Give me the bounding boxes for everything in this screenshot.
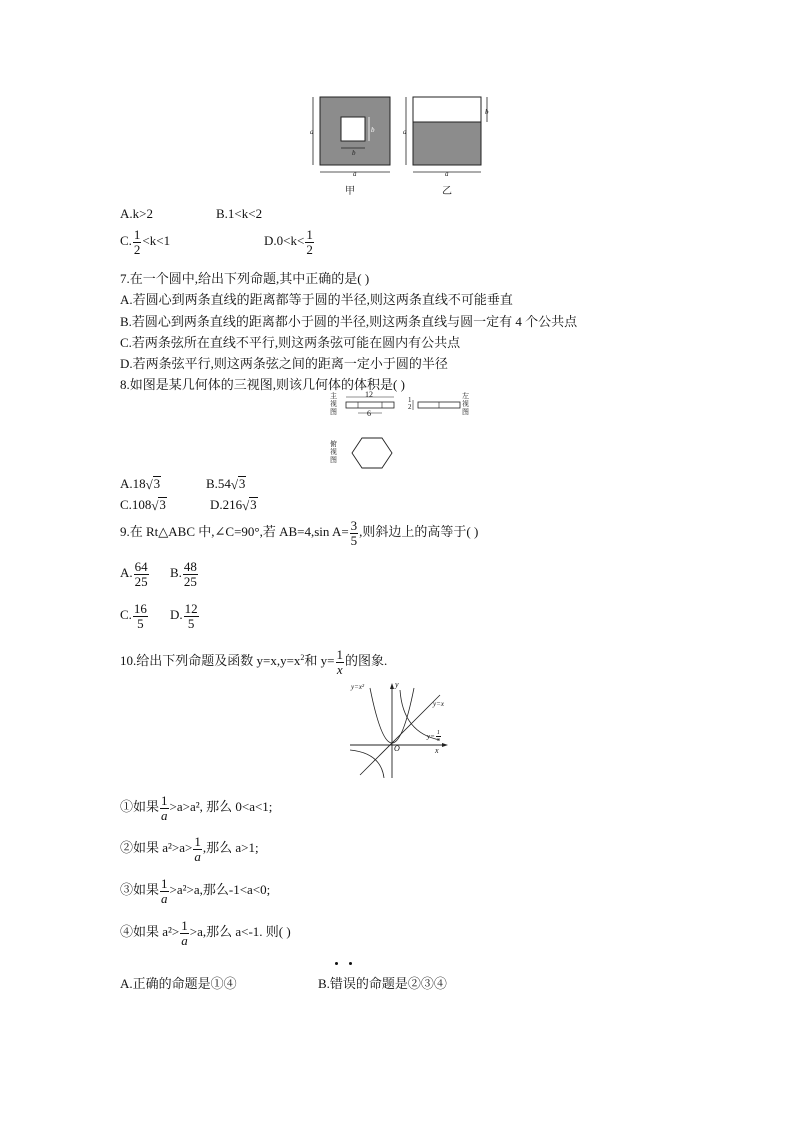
- jia-label: 甲: [345, 186, 355, 197]
- graph-y1x-label: y= $\frac{1}{x}$: [427, 730, 440, 744]
- fraction: $\frac{1}{a}$: [161, 793, 168, 823]
- fraction: $\frac{1}{x}$: [336, 647, 344, 677]
- sqrt: √ 3: [242, 497, 257, 513]
- q7-option-d: D.若两条弦平行,则这两条弦之间的距离一定小于圆的半径: [120, 356, 448, 371]
- graph-x-axis-label: x: [435, 746, 439, 755]
- figure-jia-yi: [305, 92, 495, 202]
- fraction: $\frac{16}{5}$: [133, 601, 147, 631]
- sqrt: √ 3: [145, 476, 161, 492]
- q7-option-c: C.若两条弦所在直线不平行,则这两条弦可能在圆内有公共点: [120, 335, 461, 350]
- three-view-figure: [320, 390, 480, 480]
- emphasis-dot: [349, 962, 352, 965]
- svg-text:a: a: [353, 170, 357, 178]
- q10-proposition-3: ③如果 $\frac{1}{a}$ >a²>a,那么-1<a<0;: [120, 876, 271, 906]
- q7-stem: 7.在一个圆中,给出下列命题,其中正确的是( ): [120, 271, 370, 286]
- function-graph: [345, 678, 465, 783]
- emphasis-dot: [335, 962, 338, 965]
- graph-yx2-label: y=x²: [351, 683, 365, 691]
- dim-2: 2: [408, 403, 412, 411]
- top-view-label: 俯视图: [330, 440, 337, 464]
- q8-option-c: C.108 √ 3: [120, 497, 166, 513]
- q9-option-c: C. $\frac{16}{5}$: [120, 601, 147, 631]
- q10-option-b: B.错误的命题是②③④: [318, 976, 447, 991]
- q6-option-d: D.0<k< $\frac{1}{2}$: [264, 227, 313, 257]
- graph-yx-label: y=x: [433, 700, 444, 708]
- svg-text:a: a: [445, 170, 449, 178]
- dim-1: 1: [408, 396, 412, 404]
- q6-option-c: C. $\frac{1}{2}$ <k<1: [120, 227, 171, 257]
- svg-text:b: b: [371, 126, 375, 134]
- q7-option-b: B.若圆心到两条直线的距离都小于圆的半径,则这两条直线与圆一定有 4 个公共点: [120, 314, 578, 329]
- q6-option-b: B.1<k<2: [216, 206, 263, 221]
- yi-label: 乙: [442, 186, 452, 197]
- fraction: $\frac{1}{a}$: [161, 876, 168, 906]
- fraction: $\frac{64}{25}$: [134, 559, 148, 589]
- q9-option-b: B. $\frac{48}{25}$: [170, 559, 197, 589]
- sqrt: √ 3: [230, 476, 246, 492]
- svg-text:b: b: [352, 149, 356, 157]
- fraction: $\frac{3}{5}$: [350, 518, 358, 548]
- fraction: $\frac{1}{2}$: [133, 227, 141, 257]
- q7-option-a: A.若圆心到两条直线的距离都等于圆的半径,则这两条直线不可能垂直: [120, 292, 513, 307]
- q9-option-a: A. $\frac{64}{25}$: [120, 559, 148, 589]
- function-graph-svg: [345, 678, 465, 783]
- fraction: $\frac{1}{a}$: [194, 834, 201, 864]
- svg-text:b: b: [485, 108, 489, 116]
- q6-option-a: A.k>2: [120, 206, 153, 221]
- graph-y-axis-label: y: [395, 680, 399, 689]
- q10-option-a: A.正确的命题是①④: [120, 976, 237, 991]
- q8-option-a: A.18 √ 3: [120, 476, 161, 492]
- front-view-label: 主视图: [330, 392, 337, 416]
- fraction: $\frac{48}{25}$: [183, 559, 197, 589]
- fraction: $\frac{1}{a}$: [181, 918, 188, 948]
- q9-option-d: D. $\frac{12}{5}$: [170, 601, 198, 631]
- q8-stem: 8.如图是某几何体的三视图,则该几何体的体积是( ): [120, 377, 405, 392]
- dim-12: 12: [365, 390, 373, 399]
- side-view-label: 左视图: [462, 392, 469, 416]
- graph-origin-label: O: [394, 744, 400, 753]
- q10-proposition-1: ①如果 $\frac{1}{a}$ >a>a², 那么 0<a<1;: [120, 793, 273, 823]
- dim-6: 6: [367, 409, 371, 418]
- three-view-diagram: [320, 390, 480, 480]
- q10-proposition-2: ②如果 a²>a> $\frac{1}{a}$ ,那么 a>1;: [120, 834, 259, 864]
- fraction: $\frac{1}{2}$: [306, 227, 313, 257]
- jia-yi-diagram: [305, 92, 495, 202]
- q9-stem: 9.在 Rt△ABC 中,∠C=90°,若 AB=4,sin A= $\frac{3}{5}$ ,则斜边上的高等于( ): [120, 518, 479, 548]
- q8-option-b: B.54 √ 3: [206, 476, 246, 492]
- svg-text:a: a: [403, 128, 407, 136]
- svg-text:a: a: [310, 128, 314, 136]
- q8-option-d: D.216 √ 3: [210, 497, 257, 513]
- fraction: $\frac{12}{5}$: [184, 601, 198, 631]
- sqrt: √ 3: [151, 497, 166, 513]
- q10-proposition-4: ④如果 a²> $\frac{1}{a}$ >a,那么 a<-1. 则( ): [120, 918, 291, 948]
- q10-stem: 10.给出下列命题及函数 $y=x,y=x^2$和 y= $\frac{1}{x}$ 的图象.: [120, 647, 388, 677]
